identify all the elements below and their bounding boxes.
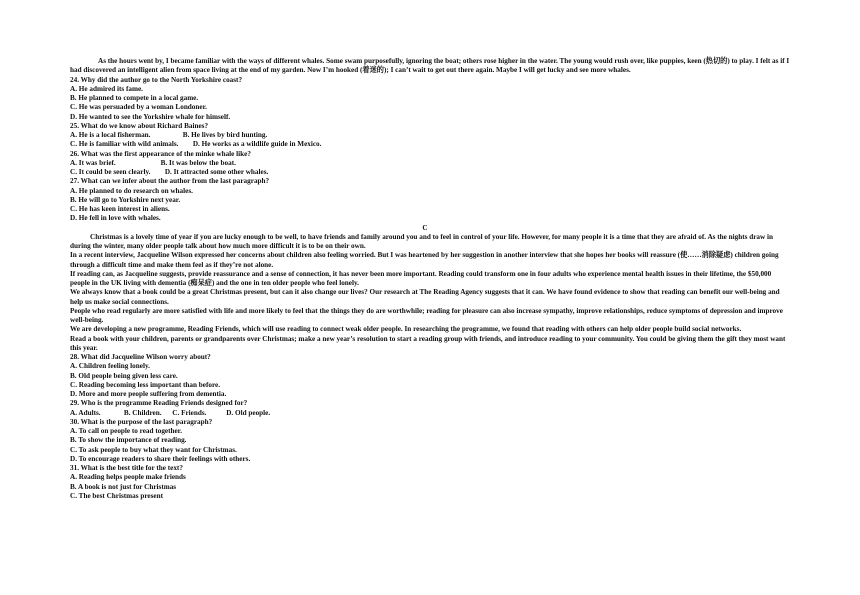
question-26 xyxy=(70,150,790,178)
paragraph-3: If reading can, as Jacqueline suggests, provide reassurance and a sense of connection, it has never been more important. Reading could transform one in four adults who experience mental health issues in their lifetime, the $50,000 people in the UK living with dementia (痴呆症) and the one in ten older people who feel lonely. xyxy=(70,269,772,287)
paragraph-1: Christmas is a lovely time of year if you are lucky enough to be well, to have friends and family around you and to feel in control of your life. However, for many people it is a time that they are afraid of. As the nights draw in during the winter, many older people talk about how much more difficult it is to be on their own. xyxy=(70,232,773,250)
passage-c xyxy=(70,233,790,353)
passage-b-final-paragraph: As the hours went by, I became familiar with the ways of different whales. Some swam purposefully, ignoring the boat; others rose higher in the water. The young would rush over, like puppies, keen (热切的) to play. I felt as if I had discovered an intelligent alien from space living at the end of my garden. Now I’m hooked (着迷的); I can’t wait to get out there again. Maybe I will get lucky and see more whales. xyxy=(70,57,790,75)
question-31 xyxy=(70,464,790,501)
option-a: A. He planned to do research on whales. xyxy=(70,186,193,195)
question-stem: 28. What did Jacqueline Wilson worry about? xyxy=(70,353,211,361)
question-30 xyxy=(70,418,790,464)
paragraph-6: We are developing a new programme, Reading Friends, which will use reading to connect weak older people. In researching the programme, we found that reading with others can help older people build social networks. xyxy=(70,325,742,334)
option-d: D. He wanted to see the Yorkshire whale for himself. xyxy=(70,112,231,121)
option-b: B. A book is not just for Christmas xyxy=(70,482,177,491)
question-stem: 27. What can we infer about the author from the last paragraph? xyxy=(70,177,270,186)
option-c: C. Reading becoming less important than before. xyxy=(70,380,221,389)
option-d: D. He fell in love with whales. xyxy=(70,214,161,223)
option-a: A. To call on people to read together. xyxy=(70,427,183,435)
section-c-heading: C xyxy=(422,223,428,232)
options-c-d: C. He is familiar with wild animals. D. He works as a wildlife guide in Mexico. xyxy=(70,140,322,149)
paragraph-5: People who read regularly are more satisfied with life and more likely to feel that the things they do are worthwhile; reading for pleasure can also increase sympathy, improve relationships, reduce symptoms of depression and improve well-being. xyxy=(70,306,783,324)
options-c-d: C. It could be seen clearly. D. It attracted some other whales. xyxy=(70,168,269,176)
option-a: A. He admired its fame. xyxy=(70,84,143,93)
option-b: B. He planned to compete in a local game. xyxy=(70,94,199,102)
option-a: A. Children feeling lonely. xyxy=(70,362,150,371)
options-a-b: A. It was brief. B. It was below the boat. xyxy=(70,158,236,167)
option-b: B. He will go to Yorkshire next year. xyxy=(70,195,181,204)
question-24 xyxy=(70,76,790,122)
question-stem: 24. Why did the author go to the North Yorkshire coast? xyxy=(70,75,243,84)
option-b: B. Old people being given less care. xyxy=(70,371,178,380)
question-25 xyxy=(70,122,790,150)
options-a-d: A. Adults. B. Children. C. Friends. D. Old people. xyxy=(70,408,271,417)
question-stem: 25. What do we know about Richard Baines? xyxy=(70,121,209,130)
option-c: C. He has keen interest in aliens. xyxy=(70,205,170,213)
question-28 xyxy=(70,353,790,399)
option-d: D. More and more people suffering from dementia. xyxy=(70,390,227,398)
option-a: A. Reading helps people make friends xyxy=(70,473,186,482)
options-a-b: A. He is a local fisherman. B. He lives by bird hunting. xyxy=(70,131,268,139)
option-c: C. The best Christmas present xyxy=(70,491,163,500)
question-stem: 29. Who is the programme Reading Friends designed for? xyxy=(70,399,248,408)
paragraph-7: Read a book with your children, parents or grandparents over Christmas; make a new year’s resolution to start a reading group with friends, and introduce reading to your community. You could be giving them the gift they most want this year. xyxy=(70,334,786,352)
option-c: C. He was persuaded by a woman Londoner. xyxy=(70,103,207,112)
question-stem: 30. What is the purpose of the last paragraph? xyxy=(70,417,213,426)
question-27 xyxy=(70,177,790,223)
option-b: B. To show the importance of reading. xyxy=(70,436,187,445)
question-stem: 26. What was the first appearance of the minke whale like? xyxy=(70,149,251,158)
option-d: D. To encourage readers to share their feelings with others. xyxy=(70,454,251,463)
question-stem: 31. What is the best title for the text? xyxy=(70,464,183,472)
option-c: C. To ask people to buy what they want for Christmas. xyxy=(70,445,237,454)
paragraph-4: We always know that a book could be a great Christmas present, but can it also change our lives? Our research at The Reading Agency suggests that it can. We have found evidence to show that reading can benefit our well-being and help us make social connections. xyxy=(70,288,780,306)
question-29 xyxy=(70,399,790,418)
paragraph-2: In a recent interview, Jacqueline Wilson expressed her concerns about children also feeling worried. But I was heartened by her suggestion in another interview that she hopes her books will reassure (使……消除疑虑) children going through a difficult time and make them feel as if they’re not alone. xyxy=(70,251,779,269)
